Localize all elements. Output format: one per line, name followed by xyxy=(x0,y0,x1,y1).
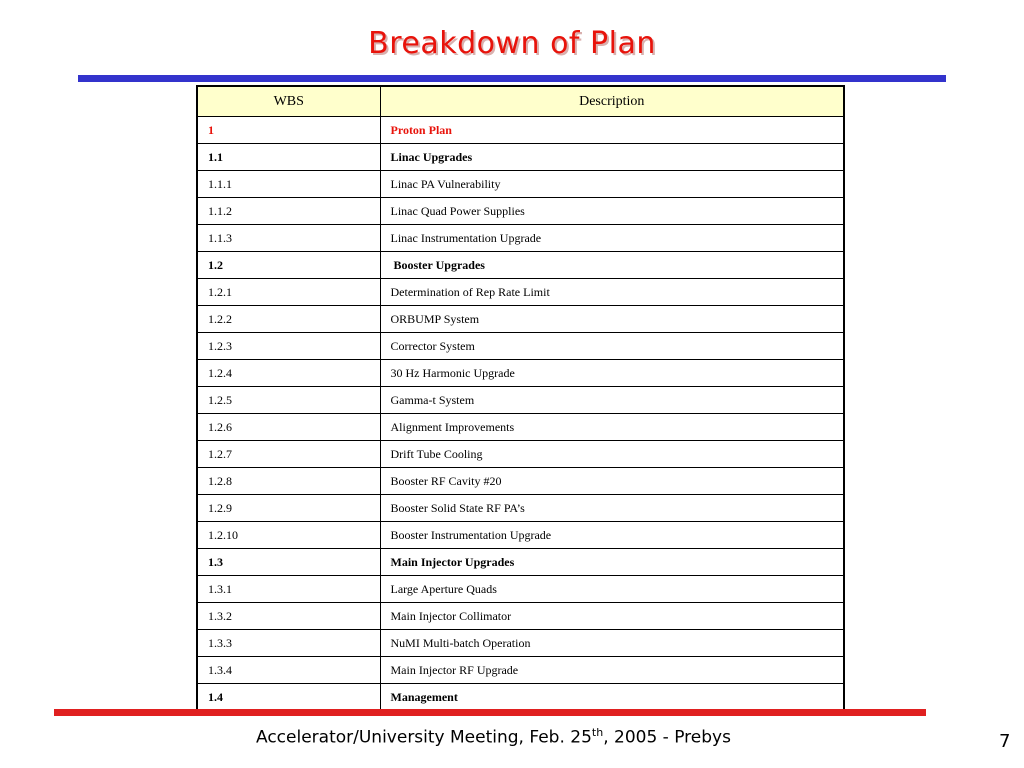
wbs-code-cell: 1.3.3 xyxy=(198,630,380,657)
description-cell: ORBUMP System xyxy=(380,306,843,333)
wbs-code-cell: 1.2.6 xyxy=(198,414,380,441)
description-cell: Drift Tube Cooling xyxy=(380,441,843,468)
wbs-code-cell: 1.2.1 xyxy=(198,279,380,306)
table-header-row xyxy=(198,87,843,117)
table-row xyxy=(198,684,843,711)
wbs-code-cell: 1.2.4 xyxy=(198,360,380,387)
description-cell: Linac Quad Power Supplies xyxy=(380,198,843,225)
description-cell: Large Aperture Quads xyxy=(380,576,843,603)
description-cell: Determination of Rep Rate Limit xyxy=(380,279,843,306)
description-cell: 30 Hz Harmonic Upgrade xyxy=(380,360,843,387)
description-cell: NuMI Multi-batch Operation xyxy=(380,630,843,657)
table-row xyxy=(198,360,843,387)
table-row xyxy=(198,414,843,441)
footer-superscript: th xyxy=(591,726,604,739)
wbs-code-cell: 1.2.8 xyxy=(198,468,380,495)
table-row xyxy=(198,441,843,468)
table-row xyxy=(198,171,843,198)
column-header-description: Description xyxy=(380,87,843,117)
description-cell: Booster RF Cavity #20 xyxy=(380,468,843,495)
wbs-table xyxy=(198,87,843,711)
wbs-code-cell: 1.3.4 xyxy=(198,657,380,684)
table-row xyxy=(198,252,843,279)
wbs-code-cell: 1.3.2 xyxy=(198,603,380,630)
description-cell: Booster Solid State RF PA’s xyxy=(380,495,843,522)
slide-title: Breakdown of Plan xyxy=(368,26,656,61)
description-cell: Main Injector RF Upgrade xyxy=(380,657,843,684)
description-cell: Management xyxy=(380,684,843,711)
footer-text xyxy=(256,726,731,748)
table-row xyxy=(198,333,843,360)
table-row xyxy=(198,630,843,657)
wbs-code-cell: 1.2.10 xyxy=(198,522,380,549)
description-cell: Main Injector Collimator xyxy=(380,603,843,630)
column-header-wbs: WBS xyxy=(198,87,380,117)
table-row xyxy=(198,279,843,306)
page-number: 7 xyxy=(999,731,1011,752)
footer-main-text: Accelerator/University Meeting, Feb. 25 xyxy=(256,727,592,748)
description-cell: Linac PA Vulnerability xyxy=(380,171,843,198)
wbs-code-cell: 1.2 xyxy=(198,252,380,279)
table-row xyxy=(198,549,843,576)
table-row xyxy=(198,144,843,171)
description-cell: Alignment Improvements xyxy=(380,414,843,441)
wbs-code-cell: 1.2.9 xyxy=(198,495,380,522)
table-row xyxy=(198,198,843,225)
footer-divider-rule xyxy=(54,709,926,716)
description-cell: Booster Instrumentation Upgrade xyxy=(380,522,843,549)
wbs-code-cell: 1.1.3 xyxy=(198,225,380,252)
table-row xyxy=(198,576,843,603)
table-row xyxy=(198,657,843,684)
table-row xyxy=(198,603,843,630)
wbs-code-cell: 1.2.2 xyxy=(198,306,380,333)
table-body xyxy=(198,117,843,711)
description-cell: Gamma-t System xyxy=(380,387,843,414)
description-cell: Corrector System xyxy=(380,333,843,360)
table-row xyxy=(198,522,843,549)
wbs-code-cell: 1.3.1 xyxy=(198,576,380,603)
table-row xyxy=(198,387,843,414)
table-row xyxy=(198,225,843,252)
wbs-code-cell: 1.4 xyxy=(198,684,380,711)
description-cell: Linac Instrumentation Upgrade xyxy=(380,225,843,252)
table-row xyxy=(198,306,843,333)
title-divider-rule xyxy=(78,75,946,82)
wbs-code-cell: 1.2.5 xyxy=(198,387,380,414)
footer-trailing-text: , 2005 - Prebys xyxy=(603,727,731,748)
wbs-code-cell: 1.2.3 xyxy=(198,333,380,360)
wbs-code-cell: 1.3 xyxy=(198,549,380,576)
wbs-code-cell: 1.1.2 xyxy=(198,198,380,225)
table-row xyxy=(198,495,843,522)
wbs-code-cell: 1 xyxy=(198,117,380,144)
description-cell: Proton Plan xyxy=(380,117,843,144)
wbs-code-cell: 1.1 xyxy=(198,144,380,171)
wbs-table-container xyxy=(196,85,845,715)
description-cell: Linac Upgrades xyxy=(380,144,843,171)
wbs-code-cell: 1.1.1 xyxy=(198,171,380,198)
description-cell: Main Injector Upgrades xyxy=(380,549,843,576)
table-row xyxy=(198,468,843,495)
table-row xyxy=(198,117,843,144)
description-cell: Booster Upgrades xyxy=(380,252,843,279)
wbs-code-cell: 1.2.7 xyxy=(198,441,380,468)
